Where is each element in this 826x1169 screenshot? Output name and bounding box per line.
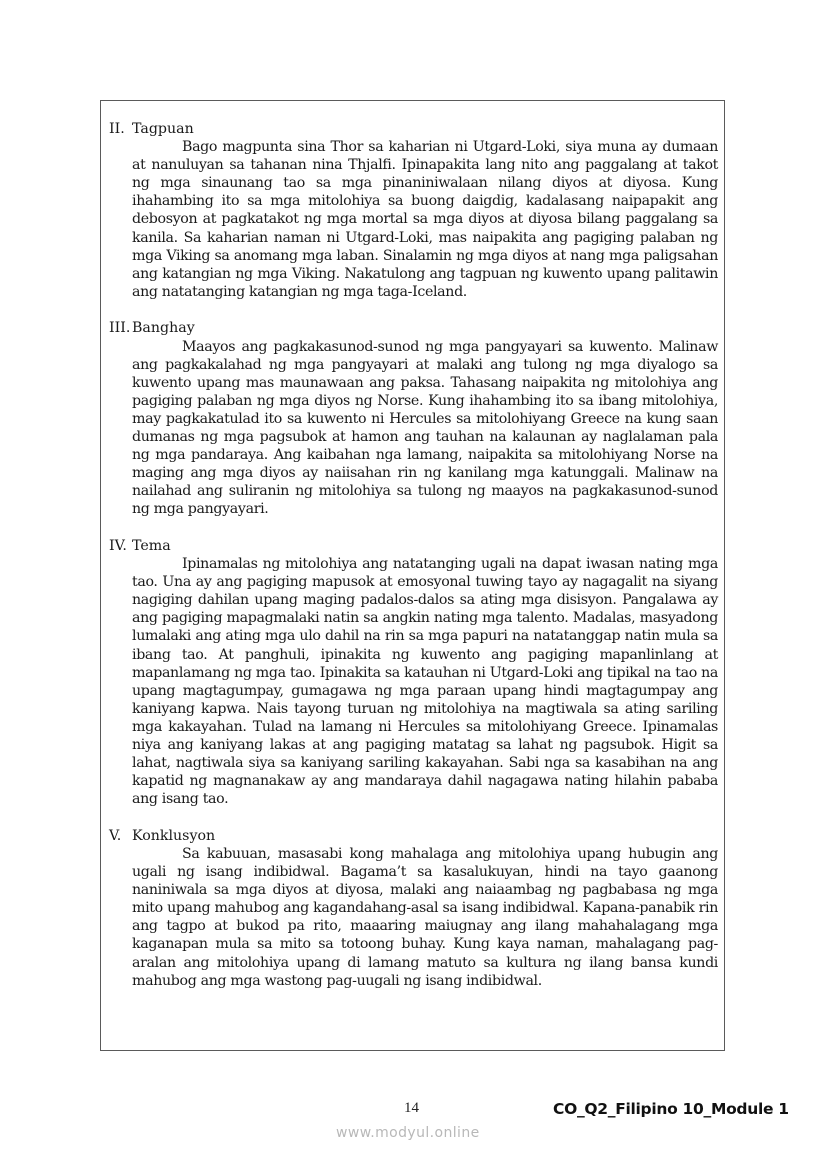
section-banghay — [109, 319, 718, 518]
module-label: CO_Q2_Filipino 10_Module 1 — [553, 1100, 789, 1118]
section-heading — [109, 827, 718, 845]
section-body: Ipinamalas ng mitolohiya ang natatanging ugali na dapat iwasan nating mga tao. Una ay ang pagiging mapusok at emosyonal tuwing tayo ay nagagalit na siyang nagiging dahilan upang maging padalos-dalos sa ating mga disisyon. Pangalawa ay ang pagiging mapagmalaki natin sa angkin nating mga talento. Madalas, masyadong lumalaki ang ating mga ulo dahil na rin sa mga papuri na natatanggap natin mula sa ibang tao. At panghuli, ipinakita ng kuwento ang pagiging mapanlinlang at mapanlamang ng mga tao. Ipinakita sa katauhan ni Utgard-Loki ang tipikal na tao na upang magtagumpay, gumagawa ng mga paraan upang hindi magtagumpay ang kaniyang kapwa. Nais tayong turuan ng mitolohiya na magtiwala sa ating sariling mga kakayahan. Tulad na lamang ni Hercules sa mitolohiyang Greece. Ipinamalas niya ang kaniyang lakas at ang pagiging matatag sa lahat ng pagsubok. Higit sa lahat, nagtiwala siya sa kaniyang sariling kakayahan. Sabi nga sa kasabihan na ang kapatid ng magnanakaw ay ang mandaraya dahil nagagawa nating hilahin pababa ang isang tao. — [132, 556, 718, 808]
analysis-content — [109, 120, 718, 1008]
section-title: Tagpuan — [132, 121, 194, 137]
watermark: www.modyul.online — [336, 1125, 480, 1141]
page-number: 14 — [404, 1100, 419, 1116]
section-konklusyon — [109, 827, 718, 990]
section-tagpuan — [109, 120, 718, 301]
section-tema — [109, 537, 718, 808]
section-title: Konklusyon — [132, 827, 216, 844]
section-number: III. — [109, 320, 131, 337]
section-title: Banghay — [132, 320, 195, 337]
section-heading — [109, 319, 718, 337]
section-body: Maayos ang pagkakasunod-sunod ng mga pangyayari sa kuwento. Malinaw ang pagkakalahad ng mga pangyayari at malaki ang tulong ng mga diyalogo sa kuwento upang mas maunawaan ang paksa. Tahasang naipakita ng mitolohiya ang pagiging palaban ng mga diyos ng Norse. Kung ihahambing ito sa ibang mitolohiya, may pagkakatulad ito sa kuwento ni Hercules sa mitolohiyang Greece na kung saan dumanas ng mga pagsubok at hamon ang tauhan na kalaunan ay naglalaman pala ng mga pandaraya. Ang kaibahan nga lamang, naipakita sa mitolohiyang Norse na maging ang mga diyos ay naiisahan rin ng kanilang mga katunggali. Malinaw na nailahad ang suliranin ng mitolohiya sa tulong ng maayos na pagkakasunod-sunod ng mga pangyayari. — [132, 338, 718, 518]
content-box — [100, 100, 725, 1051]
section-body: Bago magpunta sina Thor sa kaharian ni Utgard-Loki, siya muna ay dumaan at nanuluyan sa tahanan nina Thjalfi. Ipinapakita lang nito ang paggalang at takot ng mga sinaunang tao sa mga pinaniniwalaan nilang diyos at diyosa. Kung ihahambing ito sa mga mitolohiya sa buong daigdig, kadalasang naipapakit ang debosyon at pagkatakot ng mga mortal sa mga diyos at diyosa bilang paggalang sa kanila. Sa kaharian naman ni Utgard-Loki, mas naipakita ang pagiging palaban ng mga Viking sa anomang mga laban. Sinalamin ng mga diyos at nang mga paligsahan ang katangian ng mga Viking. Nakatulong ang tagpuan ng kuwento upang palitawin ang natatanging katangian ng mga taga-Iceland. — [132, 139, 718, 300]
section-title: Tema — [132, 537, 171, 554]
section-heading — [109, 537, 718, 555]
section-body: Sa kabuuan, masasabi kong mahalaga ang mitolohiya upang hubugin ang ugali ng isang indibidwal. Bagama’t sa kasalukuyan, hindi na tayo gaanong naniniwala sa mga diyos at diyosa, malaki ang naiaambag ng pagbabasa ng mga mito upang mahubog ang kagandahang-asal sa isang indibidwal. Kapana-panabik rin ang tagpo at bukod pa rito, maaaring maiugnay ang ilang mahahalagang mga kaganapan mula sa mito sa totoong buhay. Kung kaya naman, mahalagang pag-aralan ang mitolohiya upang di lamang matuto sa kultura ng ilang bansa kundi mahubog ang mga wastong pag-uugali ng isang indibidwal. — [132, 845, 718, 989]
section-number: V. — [109, 827, 122, 844]
section-number: IV. — [109, 537, 127, 554]
section-heading — [109, 120, 718, 138]
section-number: II. — [109, 121, 125, 137]
